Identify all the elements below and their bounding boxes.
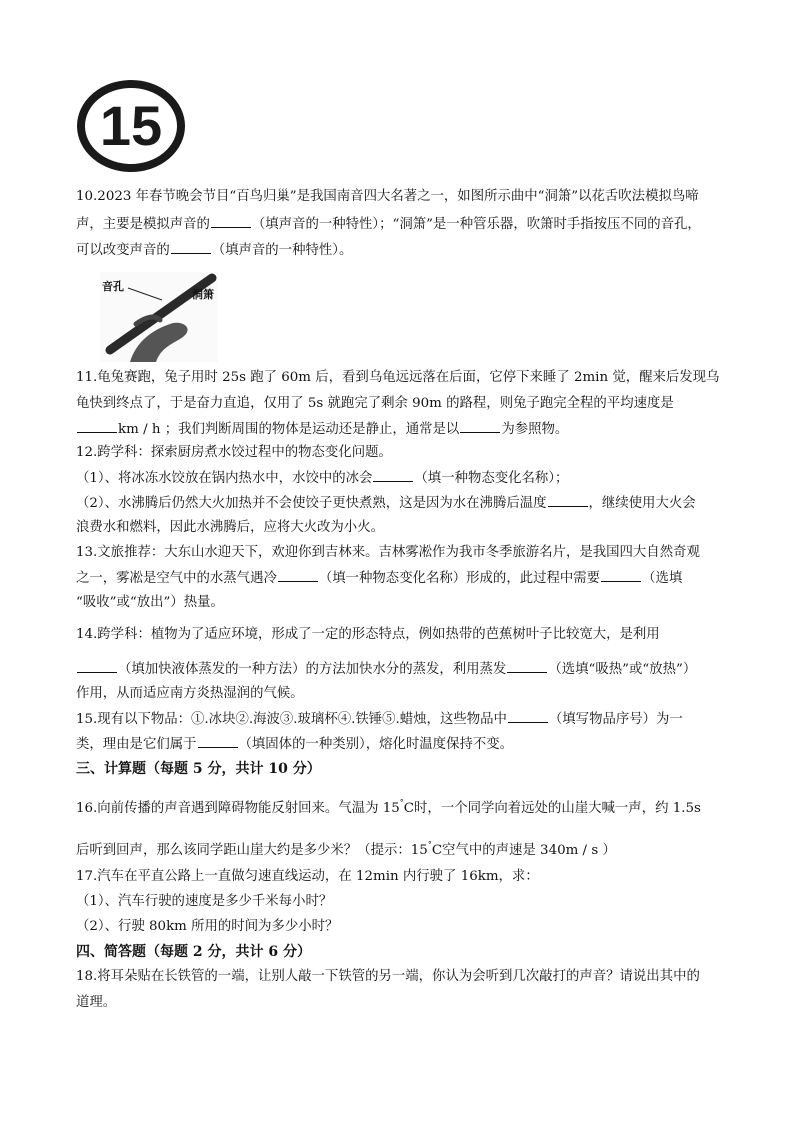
q14-line2: （填加快液体蒸发的一种方法）的方法加快水分的蒸发，利用蒸发 （选填“吸热”或“放热”）: [76, 660, 726, 679]
answer-blank[interactable]: [198, 735, 238, 748]
q11-line2: 龟快到终点了，于是奋力直追，仅用了 5s 就跑完了剩余 90m 的路程，则兔子跑完全程的平均速度是: [76, 396, 674, 411]
q16-line2: 后听到回声，那么该同学距山崖大约是多少米？（提示：15°C空气中的声速是 340m / s ）: [76, 840, 616, 858]
q18-line1: 18.将耳朵贴在长铁管的一端，让别人敲一下铁管的另一端，你认为会听到几次敲打的声音？请说出其中的: [76, 969, 700, 984]
q18-line2: 道理。: [76, 995, 117, 1010]
q14-line1: 14.跨学科：植物为了适应环境，形成了一定的形态特点，例如热带的芭蕉树叶子比较宽大，是利用: [76, 627, 660, 642]
q13-line3: “吸收”或“放出”）热量。: [76, 595, 224, 610]
answer-blank[interactable]: [278, 569, 318, 582]
q12-line2: （1）、将冰冻水饺放在锅内热水中，水饺中的冰会 （填一种物态变化名称）；: [76, 471, 569, 486]
answer-blank[interactable]: [77, 660, 117, 673]
answer-blank[interactable]: [601, 569, 641, 582]
q15-line2: 类，理由是它们属于 （填固体的一种类别），熔化时温度保持不变。: [76, 737, 514, 752]
q13-line2: 之一，雾凇是空气中的水蒸气遇冷 （填一种物态变化名称）形成的，此过程中需要 （选填: [76, 571, 683, 586]
answer-blank[interactable]: [507, 660, 547, 673]
q17-line2: （1）、汽车行驶的速度是多少千米每小时？: [76, 894, 333, 909]
answer-blank[interactable]: [211, 215, 251, 228]
q12-line3: （2）、水沸腾后仍然大火加热并不会使饺子更快煮熟，这是因为水在沸腾后温度 ，继续使用大火会: [76, 496, 696, 511]
answer-blank[interactable]: [373, 469, 413, 482]
q17-line3: （2）、行驶 80km 所用的时间为多少小时？: [76, 919, 339, 934]
q11-line1: 11.龟兔赛跑，兔子用时 25s 跑了 60m 后，看到乌龟远远落在后面，它停下来睡了 2min 觉，醒来后发现乌: [76, 370, 720, 385]
q14-line3: 作用，从而适应南方炎热湿润的气候。: [76, 686, 304, 701]
answer-blank[interactable]: [508, 710, 548, 723]
q13-line1: 13.文旅推荐：大东山水迎天下，欢迎你到吉林来。吉林雾凇作为我市冬季旅游名片，是我国四大自然奇观: [76, 545, 700, 560]
q10-line1: 10.2023 年春节晚会节目“百鸟归巢”是我国南音四大名著之一，如图所示曲中“洞箫”以花舌吹法模拟鸟啼: [76, 189, 699, 204]
section4-title: 四、简答题（每题 2 分，共计 6 分）: [76, 944, 311, 960]
question-group-badge: [76, 80, 186, 172]
q17-line1: 17.汽车在平直公路上一直做匀速直线运动，在 12min 内行驶了 16km，求：: [76, 869, 539, 884]
q16-line1: 16.向前传播的声音遇到障碍物能反射回来。气温为 15°C时，一个同学向着远处的山崖大喊一声，约 1.5s: [76, 798, 701, 816]
answer-blank[interactable]: [548, 494, 588, 507]
answer-blank[interactable]: [171, 241, 211, 254]
q10-line3: 可以改变声音的 （填声音的一种特性）。: [76, 243, 353, 258]
q12-line4: 浪费水和燃料，因此水沸腾后，应将大火改为小火。: [76, 520, 384, 535]
q11-line3: km / h ；我们判断周围的物体是运动还是静止，通常是以 为参照物。: [76, 420, 726, 439]
answer-blank[interactable]: [77, 420, 117, 433]
badge-number: 15: [99, 94, 163, 157]
label-flute: 洞箫: [192, 289, 214, 301]
section3-title: 三、计算题（每题 5 分，共计 10 分）: [76, 761, 321, 777]
flute-figure: [100, 272, 218, 362]
q10-line2: 声，主要是模拟声音的 （填声音的一种特性）；“洞箫”是一种管乐器，吹箫时手指按压不同的音孔，: [76, 217, 701, 232]
label-hole: 音孔: [102, 281, 124, 293]
q12-line1: 12.跨学科：探索厨房煮水饺过程中的物态变化问题。: [76, 445, 392, 460]
answer-blank[interactable]: [460, 420, 500, 433]
q15-line1: 15.现有以下物品：①.冰块②.海波③.玻璃杯④.铁锤⑤.蜡烛，这些物品中 （填写物品序号）为一: [76, 712, 683, 727]
